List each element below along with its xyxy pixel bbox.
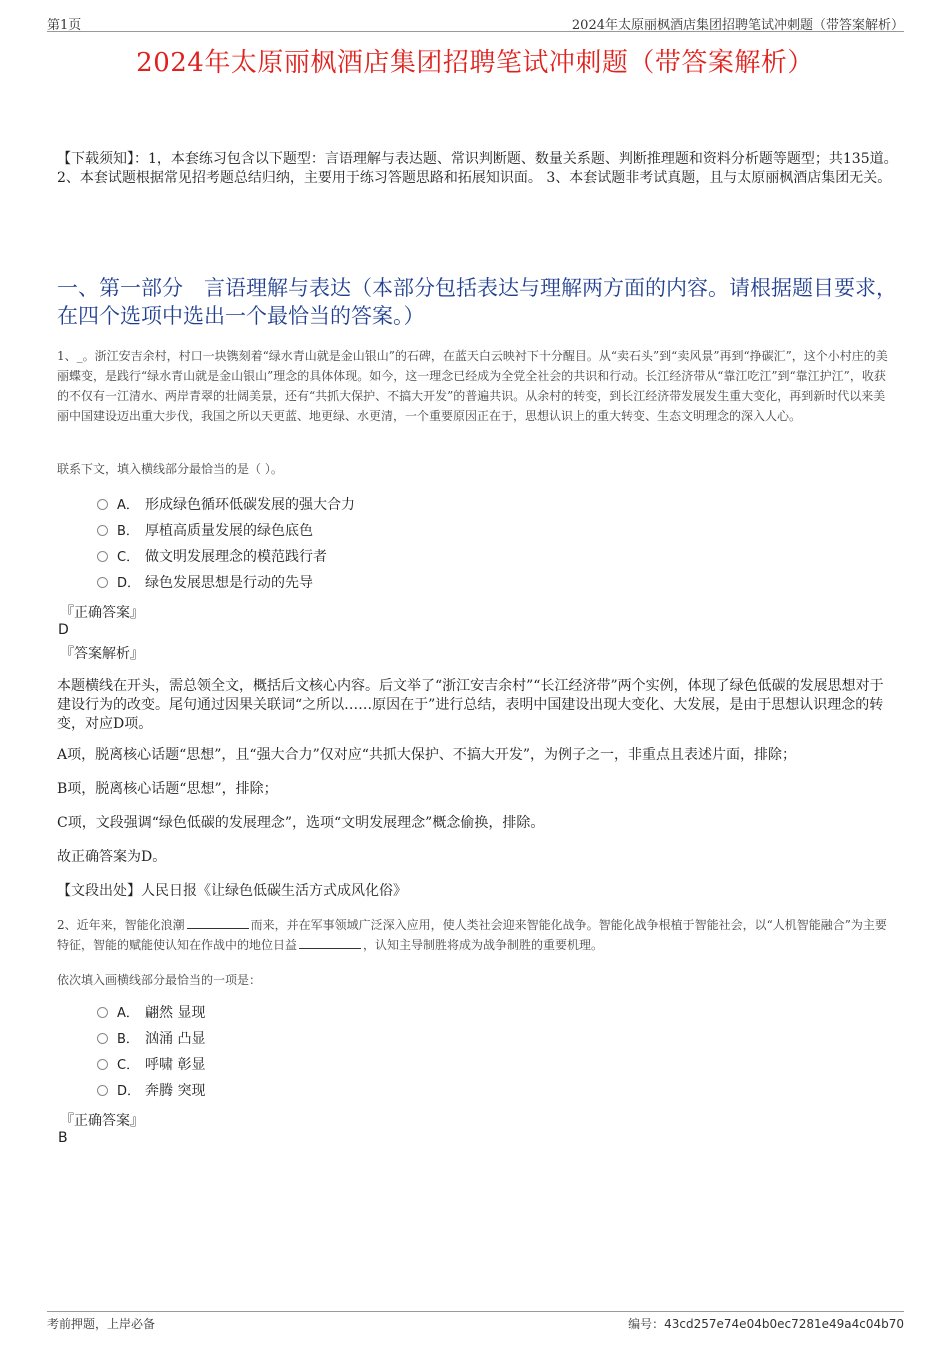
q2-passage-part-3: ，认知主导制胜将成为战争制胜的重要机理。 [363,938,604,952]
option-text: 绿色发展思想是行动的先导 [145,575,313,591]
q2-prompt: 依次填入画横线部分最恰当的一项是： [57,973,262,987]
q1-option-c[interactable] [97,547,327,567]
footer-slogan: 考前押题，上岸必备 [47,1317,156,1331]
option-text: 汹涌 凸显 [145,1031,206,1047]
q2-passage-part-2: 而来，并在军事领域广泛深入应用，使人类社会迎来智能化战争。智能化战争根植于智能社会，以“人机智能融合”为主要特征，智能的赋能使认知在作战中的地位日益 [57,918,887,952]
radio-icon[interactable] [97,1007,108,1018]
header-doc-title: 2024年太原丽枫酒店集团招聘笔试冲刺题（带答案解析） [571,18,904,33]
q2-passage-part-1: 2、近年来，智能化浪潮 [57,918,185,932]
footer-divider [47,1311,904,1312]
radio-icon[interactable] [97,1085,108,1096]
q1-passage: 1、_。浙江安吉余村，村口一块镌刻着“绿水青山就是金山银山”的石碑，在蓝天白云映衬下十分醒目。从“卖石头”到“卖风景”再到“挣碳汇”，这个小村庄的美丽蝶变，是践行“绿水青山就是金山银山”理念的具体体现。如今，这一理念已经成为全党全社会的共识和行动。长江经济带从“靠江吃江”到“靠江护江”，收获的不仅有一江清水、两岸青翠的壮阔美景，还有“共抓大保护、不搞大开发”的普遍共识。从余村的转变，到长江经济带发展发生重大变化，再到新时代以来美丽中国建设迈出重大步伐，我国之所以天更蓝、地更绿、水更清，一个重要原因正在于，思想认识上的重大转变、生态文明理念的深入人心。 [57,349,888,423]
q2-answer: B [58,1130,68,1146]
footer-code-label: 编号： [628,1317,665,1331]
q1-option-d[interactable] [97,573,313,593]
option-text: 奔腾 突现 [145,1083,206,1099]
option-letter: B． [117,1032,139,1047]
q2-option-b[interactable] [97,1029,205,1049]
option-letter: D． [117,1084,141,1099]
option-letter: C． [117,550,140,565]
radio-icon[interactable] [97,1059,108,1070]
q1-analysis-main: 本题横线在开头，需总领全文，概括后文核心内容。后文举了“浙江安吉余村”“长江经济带”两个实例，体现了绿色低碳的发展思想对于建设行为的改变。尾句通过因果关联词“之所以……原因在于”进行总结，表明中国建设出现大变化、大发展，是由于思想认识理念的转变，对应D项。 [57,678,884,732]
download-notice: 【下载须知】：1，本套练习包含以下题型：言语理解与表达题、常识判断题、数量关系题、判断推理题和资料分析题等题型；共135道。 2、本套试题根据常见招考题总结归纳，主要用于练习答题思路和拓展知识面。 3、本套试题非考试真题，且与太原丽枫酒店集团无关。 [57,151,898,186]
radio-icon[interactable] [97,1033,108,1044]
q2-passage [57,915,897,955]
q1-option-b[interactable] [97,521,313,541]
option-text: 呼啸 彰显 [145,1057,206,1073]
q2-answer-label: 『正确答案』 [60,1113,144,1129]
radio-icon[interactable] [97,499,108,510]
footer-code [628,1315,904,1332]
header-page-number: 第1页 [47,18,82,33]
q1-analysis-b: B项，脱离核心话题“思想”，排除； [57,781,278,797]
radio-icon[interactable] [97,525,108,536]
blank-line [299,936,361,949]
option-letter: C． [117,1058,140,1073]
q1-answer-label: 『正确答案』 [60,605,144,621]
blank-line [187,916,249,929]
option-text: 做文明发展理念的模范践行者 [145,549,327,565]
q1-answer: D [58,622,69,638]
option-letter: D． [117,576,141,591]
option-text: 厚植高质量发展的绿色底色 [145,523,313,539]
header-divider [47,31,904,32]
radio-icon[interactable] [97,577,108,588]
footer-code-value: 43cd257e74e04b0ec7281e49a4c04b70 [664,1317,904,1331]
option-text: 翩然 显现 [145,1005,206,1021]
section-heading: 一、第一部分 言语理解与表达（本部分包括表达与理解两方面的内容。请根据题目要求，在四个选项中选出一个最恰当的答案。） [57,276,897,328]
q1-analysis-c: C项，文段强调“绿色低碳的发展理念”，选项“文明发展理念”概念偷换，排除。 [57,815,545,831]
radio-icon[interactable] [97,551,108,562]
q2-option-a[interactable] [97,1003,205,1023]
q2-option-d[interactable] [97,1081,205,1101]
q2-option-c[interactable] [97,1055,205,1075]
option-letter: A． [117,1006,139,1021]
q1-prompt: 联系下文，填入横线部分最恰当的是（ ）。 [57,462,283,476]
option-letter: A． [117,498,139,513]
q1-analysis-label: 『答案解析』 [60,646,144,662]
option-letter: B． [117,524,139,539]
q1-conclusion: 故正确答案为D。 [57,849,167,865]
q1-option-a[interactable] [97,495,355,515]
option-text: 形成绿色循环低碳发展的强大合力 [145,497,355,513]
q1-source: 【文段出处】人民日报《让绿色低碳生活方式成风化俗》 [57,883,407,899]
page-title: 2024年太原丽枫酒店集团招聘笔试冲刺题（带答案解析） [136,48,814,78]
q1-analysis-a: A项，脱离核心话题“思想”，且“强大合力”仅对应“共抓大保护、不搞大开发”，为例子之一，非重点且表述片面，排除； [57,747,797,763]
